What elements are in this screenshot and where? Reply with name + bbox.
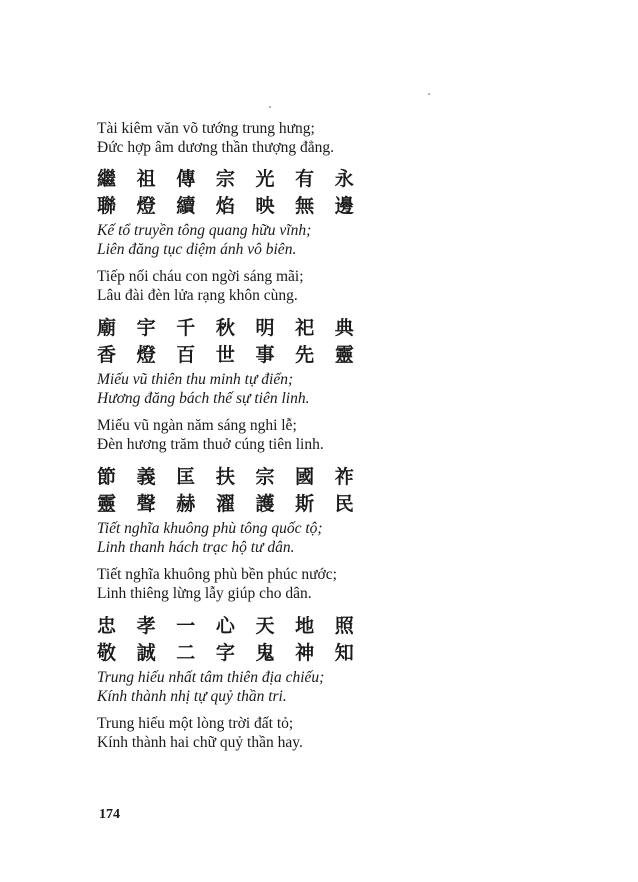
han-line-2: 香 燈 百 世 事 先 靈: [97, 344, 361, 366]
translation: [97, 268, 537, 305]
page-number: 174: [99, 807, 120, 822]
han-line-2: 敬 誠 二 字 鬼 神 知: [97, 642, 361, 664]
translit-line-2: Linh thanh hách trạc hộ tư dân.: [97, 538, 295, 556]
intro-line-1: Tài kiêm văn võ tướng trung hưng;: [97, 120, 315, 137]
translit-line-1: Miếu vũ thiên thu minh tự điển;: [97, 371, 294, 388]
translit-line-2: Liên đăng tục diệm ánh vô biên.: [97, 240, 297, 258]
translit-line-1: Kế tổ truyền tông quang hữu vĩnh;: [97, 222, 312, 239]
scan-speck: [428, 93, 430, 95]
transliteration: [97, 520, 537, 557]
translation-line-2: Lâu đài đèn lửa rạng khôn cùng.: [97, 286, 298, 304]
transliteration: [97, 371, 537, 408]
han-line-1: 廟 宇 千 秋 明 祀 典: [97, 317, 361, 339]
han-line-1: 繼 祖 傳 宗 光 有 永: [97, 168, 361, 190]
han-line-1: 忠 孝 一 心 天 地 照: [97, 615, 361, 637]
page-content: [97, 120, 537, 762]
translation: [97, 566, 537, 603]
translit-line-1: Tiết nghĩa khuông phù tông quốc tộ;: [97, 520, 323, 537]
translation: [97, 417, 537, 454]
translation: [97, 715, 537, 752]
han-line-2: 靈 聲 赫 濯 護 斯 民: [97, 493, 361, 515]
stanza-2: [97, 315, 537, 454]
han-line-1: 節 義 匡 扶 宗 國 祚: [97, 466, 361, 488]
transliteration: [97, 669, 537, 706]
han-line-2: 聯 燈 續 焰 映 無 邊: [97, 195, 361, 217]
translit-line-2: Hương đăng bách thế sự tiên linh.: [97, 389, 310, 407]
stanza-3: [97, 464, 537, 603]
translation-line-2: Linh thiêng lừng lẫy giúp cho dân.: [97, 584, 312, 602]
translit-line-2: Kính thành nhị tự quỷ thần tri.: [97, 687, 287, 705]
han-couplet: [97, 613, 537, 667]
translation-line-1: Miếu vũ ngàn năm sáng nghi lễ;: [97, 417, 297, 434]
han-couplet: [97, 166, 537, 220]
stanza-4: [97, 613, 537, 752]
scan-speck: [269, 106, 271, 108]
intro-line-2: Đức hợp âm dương thần thượng đẳng.: [97, 138, 335, 156]
transliteration: [97, 222, 537, 259]
stanza-1: [97, 166, 537, 305]
translation-line-1: Tiếp nối cháu con ngời sáng mãi;: [97, 268, 304, 285]
translation-line-1: Tiết nghĩa khuông phù bền phúc nước;: [97, 566, 337, 583]
translation-line-1: Trung hiếu một lòng trời đất tỏ;: [97, 715, 294, 732]
han-couplet: [97, 315, 537, 369]
translation-line-2: Kính thành hai chữ quỷ thần hay.: [97, 733, 303, 751]
translation-line-2: Đèn hương trăm thuở cúng tiên linh.: [97, 435, 324, 453]
translit-line-1: Trung hiếu nhất tâm thiên địa chiếu;: [97, 669, 325, 686]
intro-couplet: [97, 120, 537, 157]
han-couplet: [97, 464, 537, 518]
